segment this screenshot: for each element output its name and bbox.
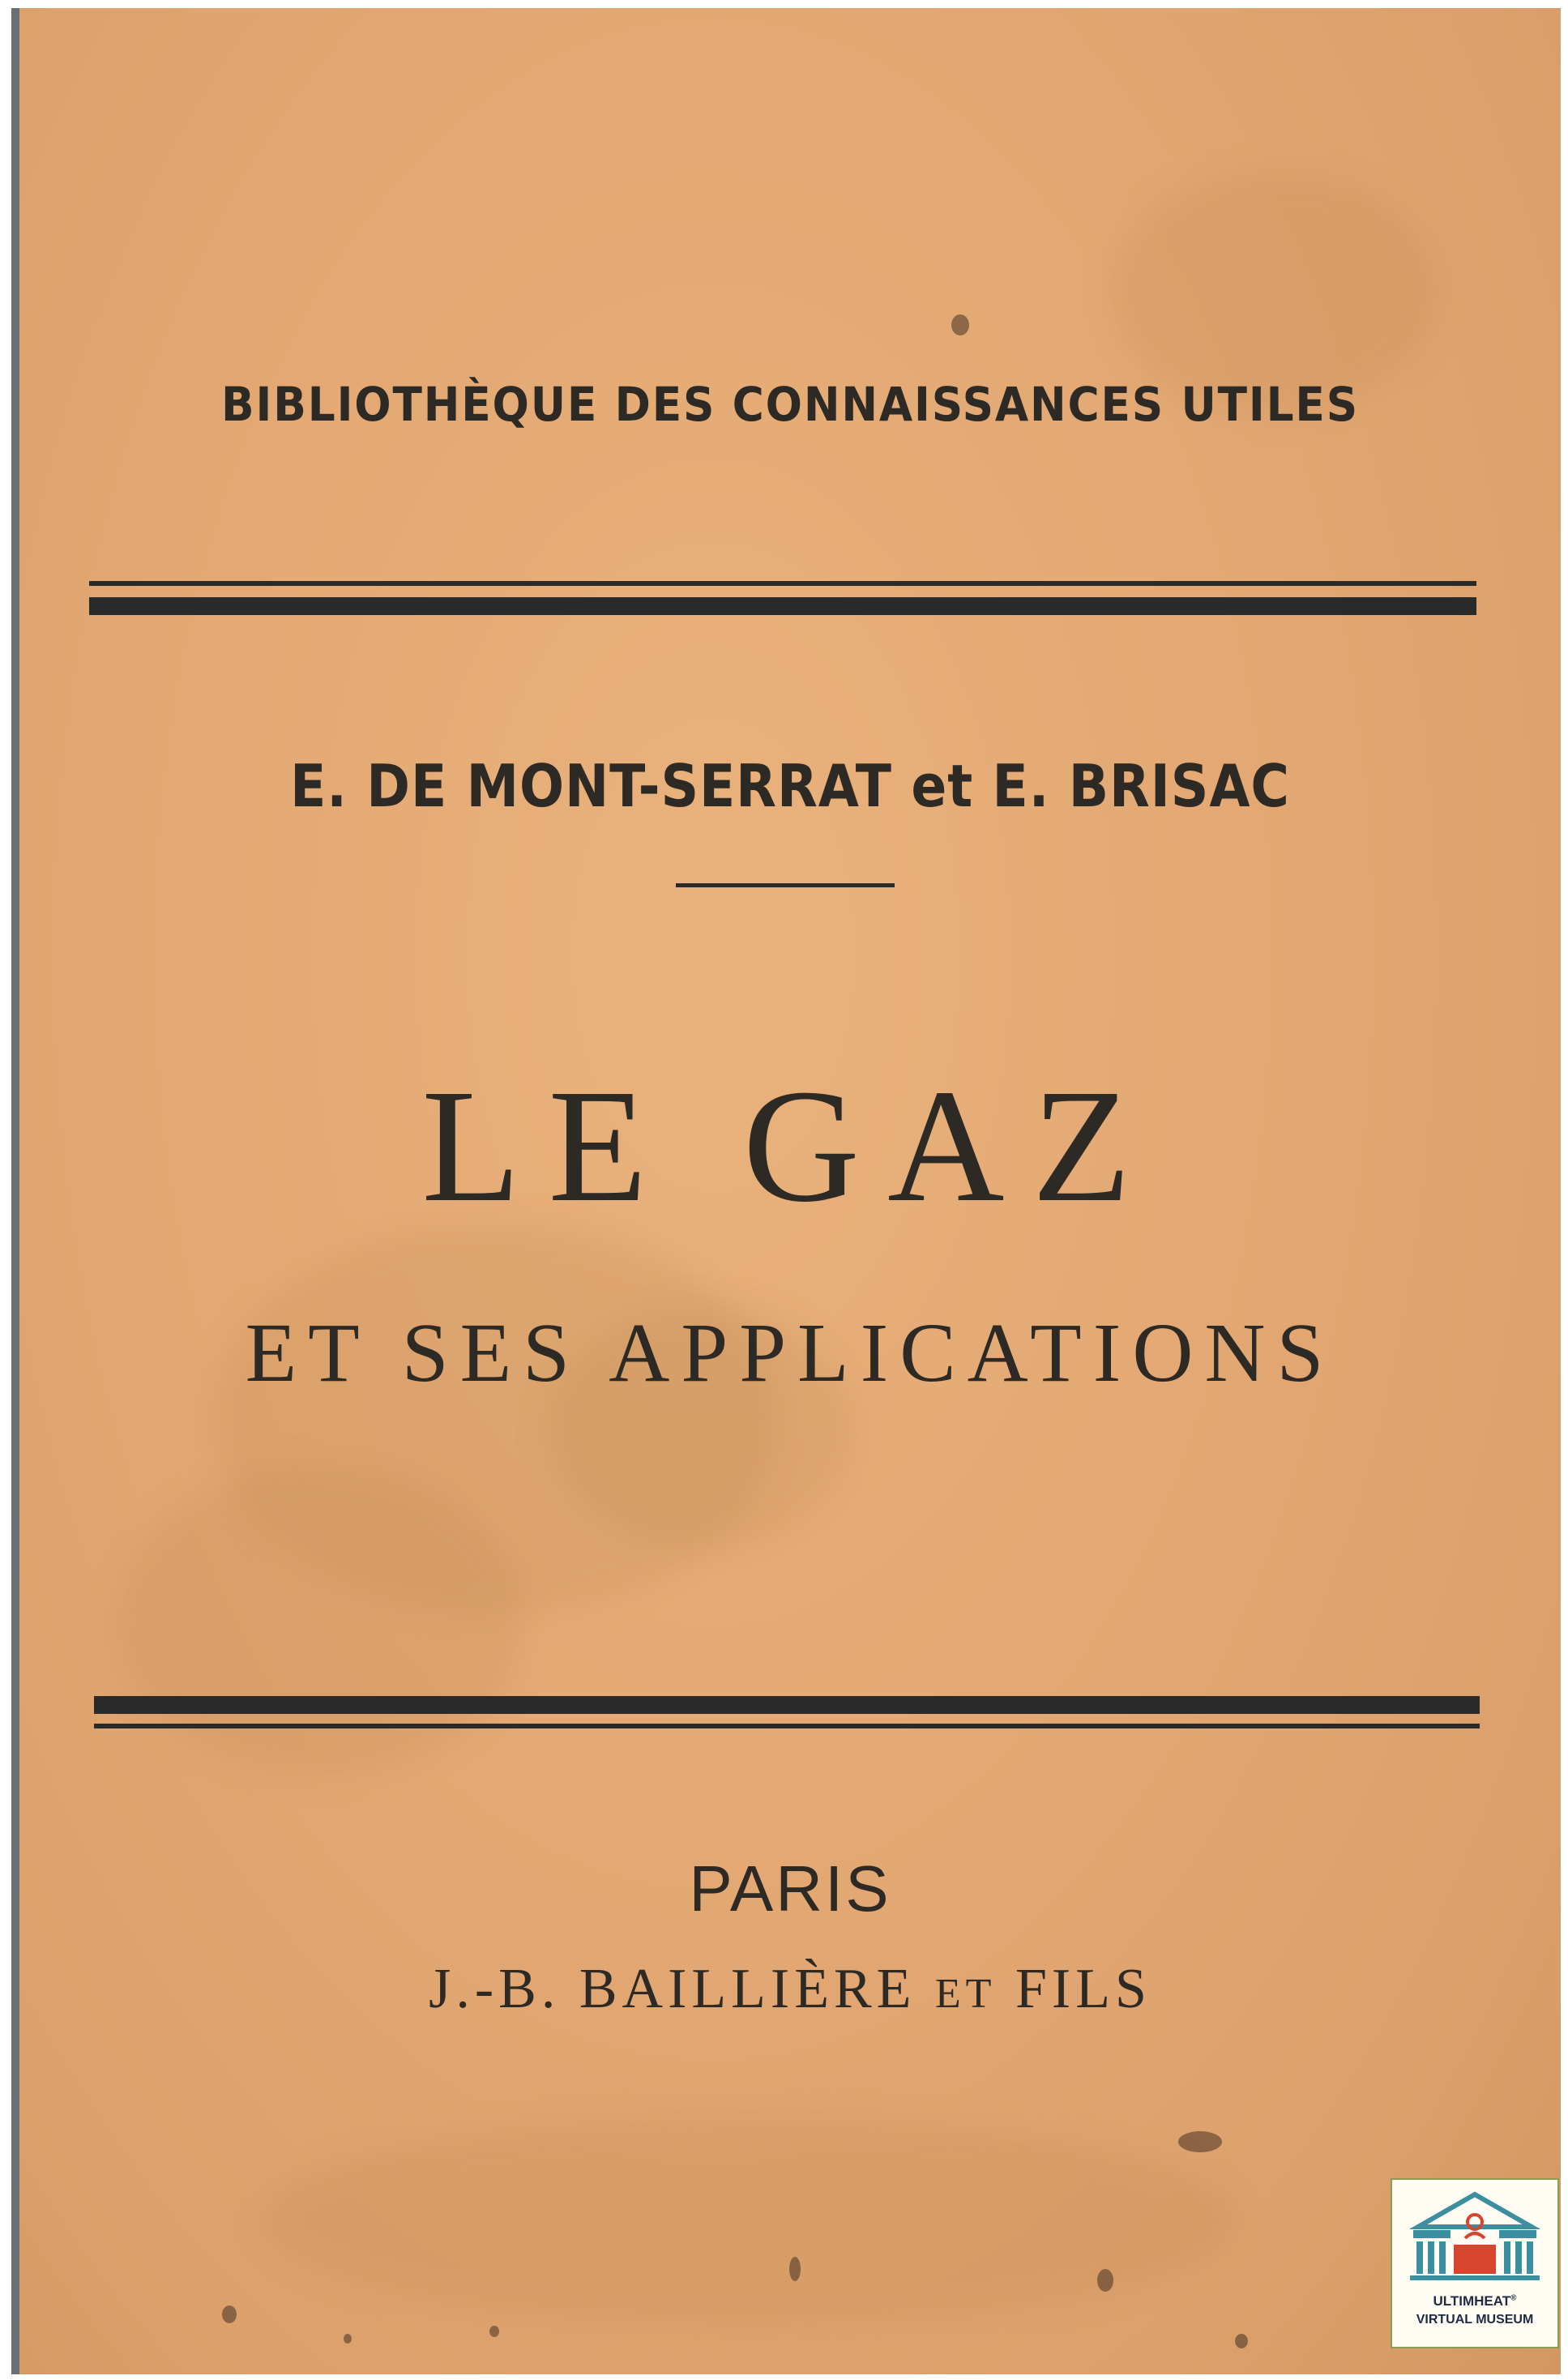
paper-stain xyxy=(117,1467,522,1775)
publication-city: PARIS xyxy=(689,1852,891,1925)
paper-stain xyxy=(263,2115,1235,2326)
paper-speck xyxy=(489,2326,499,2337)
top-rule-thin xyxy=(89,581,1476,586)
museum-badge xyxy=(1391,2178,1559,2348)
badge-subtitle: VIRTUAL MUSEUM xyxy=(1416,2313,1534,2327)
museum-building-icon xyxy=(1402,2188,1548,2285)
book-title: LE GAZ xyxy=(421,1057,1159,1236)
book-cover xyxy=(11,8,1561,2374)
paper-speck xyxy=(1235,2334,1248,2348)
authors-line: E. DE MONT-SERRAT et E. BRISAC xyxy=(290,752,1290,820)
paper-speck xyxy=(344,2334,352,2344)
series-title: BIBLIOTHÈQUE DES CONNAISSANCES UTILES xyxy=(221,377,1359,432)
publisher-conjunction: ET xyxy=(934,1971,997,2017)
paper-speck xyxy=(951,314,969,335)
publisher-line xyxy=(19,1957,1561,2022)
paper-speck xyxy=(1178,2131,1222,2152)
publisher-name-part1: J.-B. BAILLIÈRE xyxy=(429,1958,916,2020)
publisher-name-part2: FILS xyxy=(1015,1958,1151,2020)
paper-speck xyxy=(1097,2269,1113,2292)
bottom-rule-thin xyxy=(94,1724,1480,1728)
bottom-rule-thick xyxy=(94,1696,1480,1714)
book-subtitle: ET SES APPLICATIONS xyxy=(245,1306,1335,1399)
top-rule-thick xyxy=(89,597,1476,615)
separator-rule xyxy=(676,883,895,887)
paper-speck xyxy=(222,2305,237,2323)
paper-speck xyxy=(789,2257,801,2281)
badge-brand: ULTIMHEAT® xyxy=(1433,2293,1517,2309)
